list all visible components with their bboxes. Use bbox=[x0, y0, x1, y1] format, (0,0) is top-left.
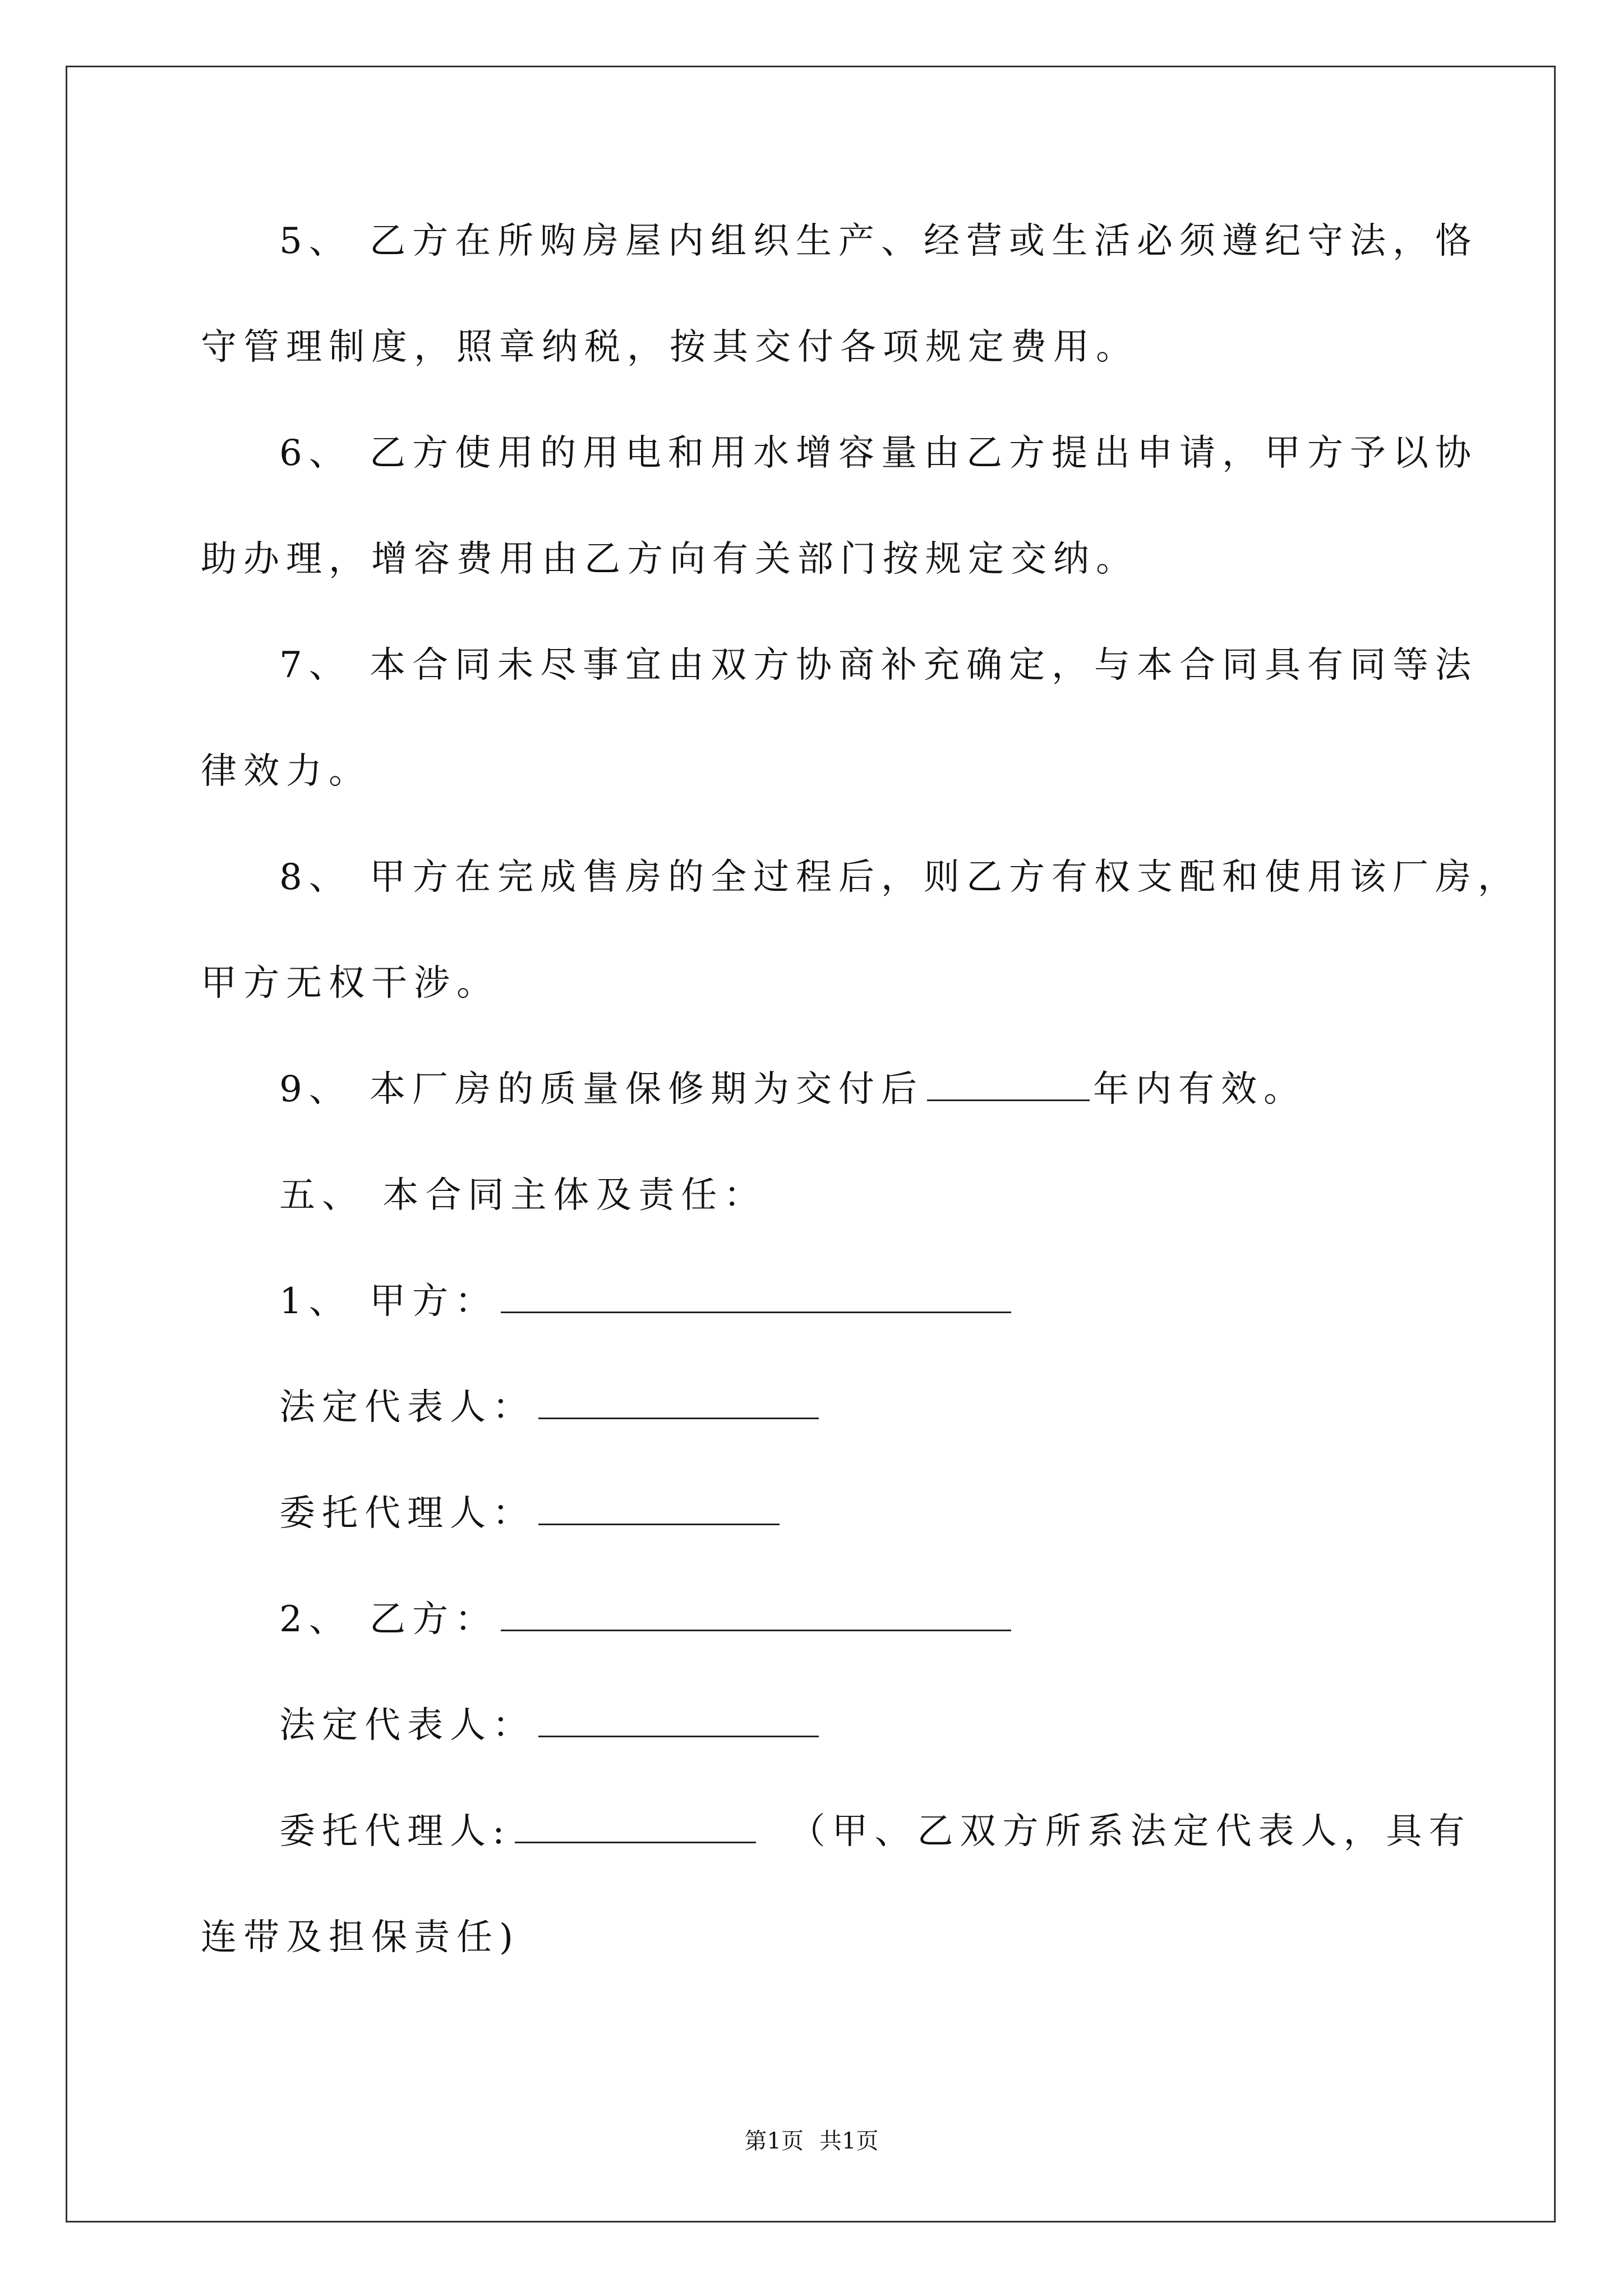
clause-5-line-1: 5、 乙方在所购房屋内组织生产、经营或生活必须遵纪守法，恪 bbox=[279, 220, 1478, 262]
clause-8 bbox=[201, 844, 1521, 1056]
clause-7-line-1: 7、 本合同未尽事宜由双方协商补充确定，与本合同具有同等法 bbox=[279, 645, 1478, 686]
document-body bbox=[201, 208, 1521, 2010]
clause-9 bbox=[201, 1056, 1435, 1162]
clause-9-text-after: 年内有效。 bbox=[1093, 1069, 1307, 1110]
clause-7 bbox=[201, 632, 1478, 844]
party-b-line bbox=[201, 1586, 1435, 1692]
joint-liability-note-2: 连带及担保责任) bbox=[201, 1917, 520, 1958]
party-b-agent-label: 委托代理人: bbox=[279, 1811, 511, 1852]
clause-5-line-2: 守管理制度，照章纳税，按其交付各项规定费用。 bbox=[201, 326, 1138, 368]
party-b-agent-line bbox=[201, 1798, 1472, 1904]
section-5-heading: 五、 本合同主体及责任： bbox=[279, 1175, 767, 1216]
party-a-agent-line bbox=[201, 1480, 1435, 1586]
party-b-blank bbox=[501, 1590, 1011, 1631]
party-b-agent-blank bbox=[515, 1802, 756, 1843]
party-b-legal-rep-line bbox=[201, 1692, 1435, 1798]
party-b-legal-rep-label: 法定代表人： bbox=[279, 1705, 535, 1746]
party-b-label: 2、 乙方： bbox=[279, 1599, 498, 1640]
party-a-line bbox=[201, 1268, 1435, 1374]
page-footer bbox=[0, 2123, 1623, 2155]
warranty-years-blank bbox=[927, 1060, 1090, 1101]
clause-6 bbox=[201, 420, 1478, 632]
clause-6-line-2: 助办理，增容费用由乙方向有关部门按规定交纳。 bbox=[201, 539, 1138, 580]
party-b-legal-rep-blank bbox=[538, 1696, 819, 1737]
party-a-blank bbox=[501, 1272, 1011, 1313]
section-5 bbox=[201, 1162, 1435, 1268]
page-number: 第1页 bbox=[744, 2128, 804, 2154]
clause-5 bbox=[201, 208, 1478, 420]
clause-6-line-1: 6、 乙方使用的用电和用水增容量由乙方提出申请，甲方予以协 bbox=[279, 432, 1478, 474]
page-total: 共1页 bbox=[819, 2128, 879, 2154]
clause-9-text-before: 9、 本厂房的质量保修期为交付后 bbox=[279, 1069, 924, 1110]
party-a-label: 1、 甲方： bbox=[279, 1281, 498, 1322]
clause-8-line-1: 8、 甲方在完成售房的全过程后，则乙方有权支配和使用该厂房， bbox=[279, 857, 1521, 898]
joint-liability-note-1: （甲、乙双方所系法定代表人，具有 bbox=[789, 1811, 1472, 1852]
party-a-legal-rep-blank bbox=[538, 1378, 819, 1419]
clause-9-line bbox=[201, 1056, 1435, 1162]
party-a-agent-blank bbox=[538, 1484, 780, 1525]
clause-8-line-2: 甲方无权干涉。 bbox=[201, 963, 499, 1004]
party-a bbox=[201, 1268, 1435, 1586]
party-a-agent-label: 委托代理人： bbox=[279, 1493, 535, 1534]
party-b bbox=[201, 1586, 1472, 2010]
party-a-legal-rep-line bbox=[201, 1374, 1435, 1480]
clause-7-line-2: 律效力。 bbox=[201, 751, 371, 792]
party-a-legal-rep-label: 法定代表人： bbox=[279, 1387, 535, 1428]
